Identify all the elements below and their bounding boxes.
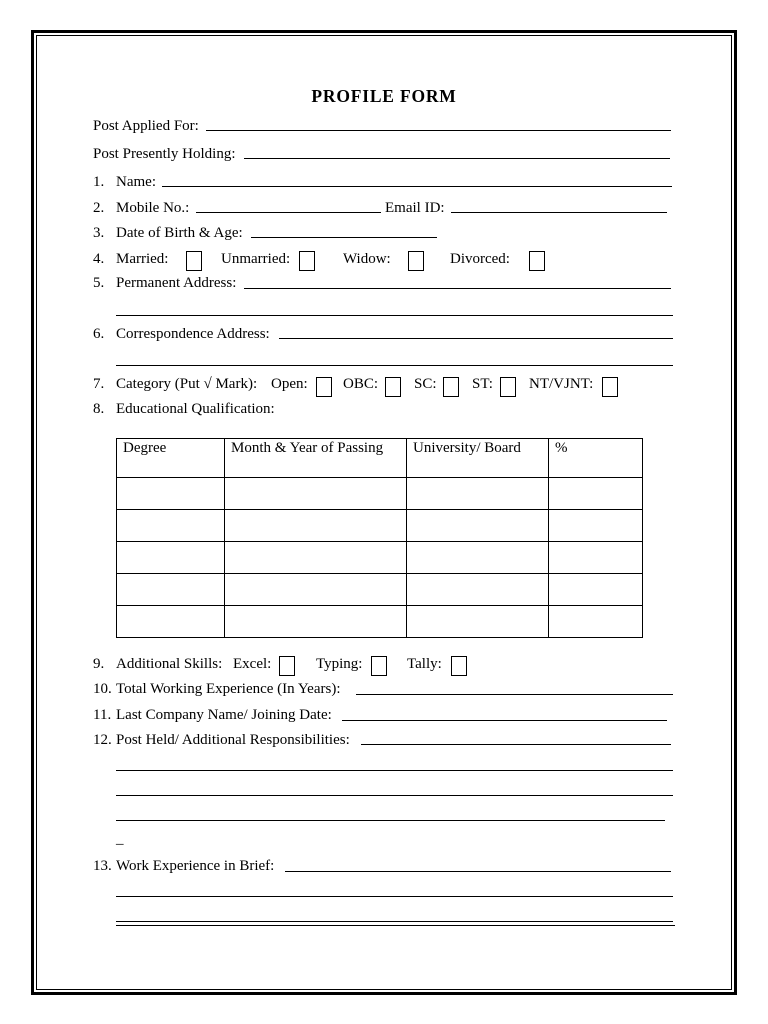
table-cell[interactable]	[117, 478, 225, 510]
divorced-label: Divorced:	[450, 251, 510, 267]
typing-label: Typing:	[316, 656, 363, 672]
table-cell[interactable]	[225, 478, 407, 510]
table-cell[interactable]	[549, 510, 643, 542]
category-row	[93, 374, 257, 394]
typing-checkbox[interactable]	[371, 656, 387, 676]
correspondence-address-field[interactable]	[279, 338, 673, 339]
table-row	[117, 606, 643, 638]
work-brief-line-4[interactable]	[116, 925, 675, 926]
post-applied-label: Post Applied For:	[93, 118, 199, 134]
field-number: 9.	[93, 656, 105, 672]
field-number: 1.	[93, 174, 105, 190]
permanent-address-label: Permanent Address:	[116, 275, 237, 291]
work-brief-row	[93, 856, 274, 876]
table-row	[117, 478, 643, 510]
form-title: PROFILE FORM	[311, 86, 457, 106]
table-row	[117, 574, 643, 606]
table-cell[interactable]	[549, 606, 643, 638]
mobile-row	[93, 198, 189, 218]
table-cell[interactable]	[549, 542, 643, 574]
column-header-degree: Degree	[117, 439, 225, 478]
table-cell[interactable]	[225, 574, 407, 606]
mobile-field[interactable]	[196, 212, 381, 213]
work-brief-line-2[interactable]	[116, 896, 673, 897]
skills-label: Additional Skills:	[116, 656, 223, 672]
work-brief-label: Work Experience in Brief:	[116, 858, 275, 874]
married-label: Married:	[116, 251, 169, 267]
st-checkbox[interactable]	[500, 377, 516, 397]
post-applied-field[interactable]	[206, 130, 671, 131]
column-header-percent: %	[549, 439, 643, 478]
field-number: 11.	[93, 707, 112, 723]
married-checkbox[interactable]	[186, 251, 202, 271]
email-field[interactable]	[451, 212, 667, 213]
field-number: 3.	[93, 225, 105, 241]
post-held-label: Post Held/ Additional Responsibilities:	[116, 732, 350, 748]
sc-checkbox[interactable]	[443, 377, 459, 397]
post-held-line-4[interactable]	[116, 820, 665, 821]
correspondence-address-row	[93, 324, 270, 344]
table-cell[interactable]	[407, 542, 549, 574]
post-holding-label: Post Presently Holding:	[93, 146, 236, 162]
dob-label: Date of Birth & Age:	[116, 225, 243, 241]
table-row	[117, 510, 643, 542]
last-company-row	[93, 705, 332, 725]
experience-years-label: Total Working Experience (In Years):	[116, 681, 341, 697]
sc-label: SC:	[414, 376, 437, 392]
experience-years-row	[93, 679, 341, 699]
table-header-row	[117, 439, 643, 478]
work-brief-line-3[interactable]	[116, 921, 673, 922]
post-holding-field[interactable]	[244, 158, 670, 159]
table-row	[117, 542, 643, 574]
ntvjnt-checkbox[interactable]	[602, 377, 618, 397]
post-held-line-3[interactable]	[116, 795, 673, 796]
marital-row	[93, 249, 168, 269]
field-number: 7.	[93, 376, 105, 392]
table-cell[interactable]	[225, 510, 407, 542]
permanent-address-row	[93, 273, 236, 293]
field-number: 6.	[93, 326, 105, 342]
permanent-address-field[interactable]	[244, 288, 671, 289]
work-brief-field[interactable]	[285, 871, 671, 872]
excel-label: Excel:	[233, 656, 272, 672]
excel-checkbox[interactable]	[279, 656, 295, 676]
field-number: 2.	[93, 200, 105, 216]
category-label: Category (Put √ Mark):	[116, 376, 258, 392]
experience-years-field[interactable]	[356, 694, 673, 695]
table-cell[interactable]	[549, 478, 643, 510]
table-cell[interactable]	[549, 574, 643, 606]
obc-label: OBC:	[343, 376, 379, 392]
obc-checkbox[interactable]	[385, 377, 401, 397]
st-label: ST:	[472, 376, 493, 392]
table-cell[interactable]	[407, 510, 549, 542]
education-row	[93, 399, 275, 419]
last-company-field[interactable]	[342, 720, 667, 721]
column-header-university: University/ Board	[407, 439, 549, 478]
field-number: 10.	[93, 681, 112, 697]
table-cell[interactable]	[117, 542, 225, 574]
mobile-label: Mobile No.:	[116, 200, 190, 216]
education-label: Educational Qualification:	[116, 401, 275, 417]
open-checkbox[interactable]	[316, 377, 332, 397]
table-cell[interactable]	[407, 478, 549, 510]
tally-label: Tally:	[407, 656, 442, 672]
ntvjnt-label: NT/VJNT:	[529, 376, 594, 392]
dob-row	[93, 223, 243, 243]
field-number: 13.	[93, 858, 112, 874]
post-held-dash: _	[116, 831, 124, 847]
field-number: 5.	[93, 275, 105, 291]
unmarried-checkbox[interactable]	[299, 251, 315, 271]
education-table	[116, 438, 643, 638]
table-cell[interactable]	[407, 574, 549, 606]
field-number: 12.	[93, 732, 112, 748]
dob-field[interactable]	[251, 237, 437, 238]
post-held-field[interactable]	[361, 744, 671, 745]
name-label: Name:	[116, 174, 156, 190]
name-field[interactable]	[162, 186, 672, 187]
last-company-label: Last Company Name/ Joining Date:	[116, 707, 332, 723]
widow-checkbox[interactable]	[408, 251, 424, 271]
table-cell[interactable]	[407, 606, 549, 638]
tally-checkbox[interactable]	[451, 656, 467, 676]
table-cell[interactable]	[225, 606, 407, 638]
divorced-checkbox[interactable]	[529, 251, 545, 271]
email-label: Email ID:	[385, 200, 445, 216]
correspondence-address-label: Correspondence Address:	[116, 326, 270, 342]
post-held-line-2[interactable]	[116, 770, 673, 771]
correspondence-address-line-2[interactable]	[116, 365, 673, 366]
table-cell[interactable]	[117, 574, 225, 606]
permanent-address-line-2[interactable]	[116, 315, 673, 316]
name-row	[93, 172, 156, 192]
skills-row	[93, 654, 222, 674]
unmarried-label: Unmarried:	[221, 251, 291, 267]
table-cell[interactable]	[117, 510, 225, 542]
column-header-passing: Month & Year of Passing	[225, 439, 407, 478]
field-number: 8.	[93, 401, 105, 417]
field-number: 4.	[93, 251, 105, 267]
open-label: Open:	[271, 376, 308, 392]
table-cell[interactable]	[117, 606, 225, 638]
widow-label: Widow:	[343, 251, 391, 267]
table-cell[interactable]	[225, 542, 407, 574]
post-held-row	[93, 730, 350, 750]
